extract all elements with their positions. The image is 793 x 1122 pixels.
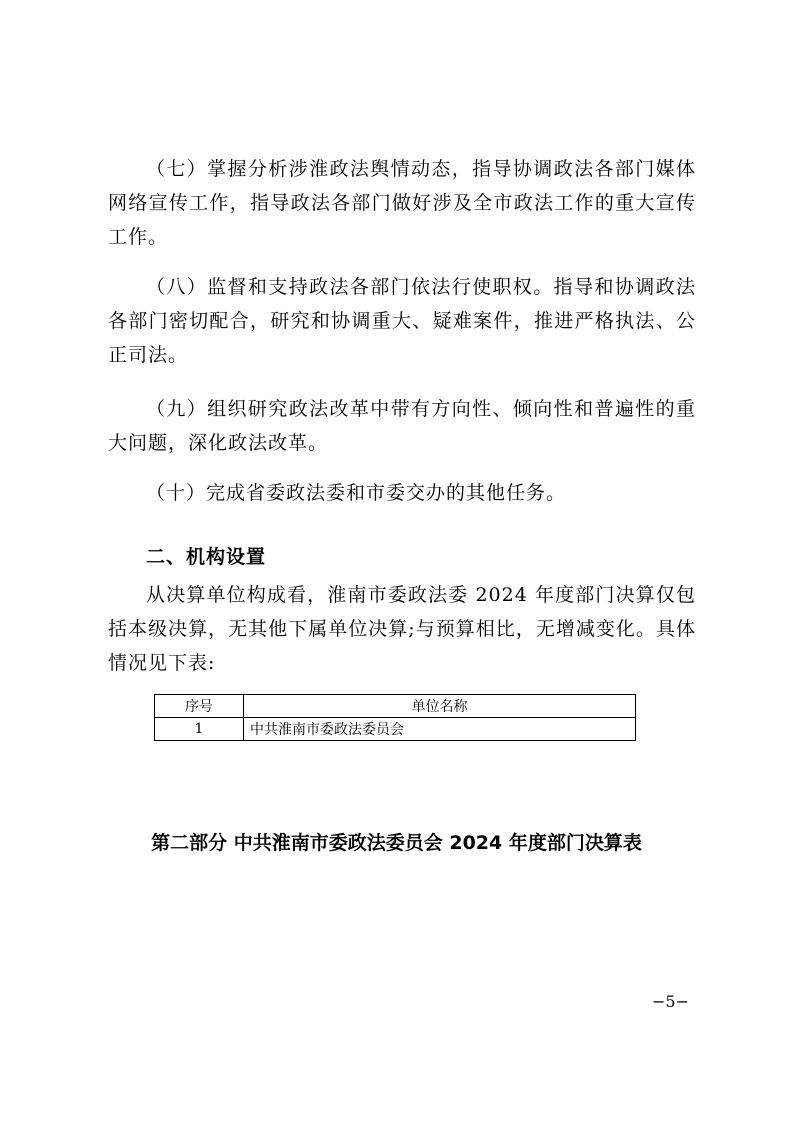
section-heading-organization: 二、机构设置 xyxy=(146,546,267,568)
page-number: −5− xyxy=(652,992,689,1011)
paragraph-duty-8: （八）监督和支持政法各部门依法行使职权。指导和协调政法各部门密切配合，研究和协调重大、疑难案件，推进严格执法、公正司法。 xyxy=(108,276,696,366)
cell-unit-name: 中共淮南市委政法委员会 xyxy=(244,718,636,741)
column-header-unit-name: 单位名称 xyxy=(244,695,636,718)
paragraph-duty-9: （九）组织研究政法改革中带有方向性、倾向性和普遍性的重大问题，深化政法改革。 xyxy=(108,398,696,454)
paragraph-duty-10: （十）完成省委政法委和市委交办的其他任务。 xyxy=(146,482,567,504)
paragraph-organization: 从决算单位构成看，淮南市委政法委 2024 年度部门决算仅包括本级决算，无其他下属单位决算;与预算相比，无增减变化。具体情况见下表: xyxy=(108,584,696,674)
table-row xyxy=(155,718,636,741)
column-header-index: 序号 xyxy=(155,695,244,718)
paragraph-duty-7: （七）掌握分析涉淮政法舆情动态，指导协调政法各部门媒体网络宣传工作，指导政法各部门做好涉及全市政法工作的重大宣传工作。 xyxy=(108,158,696,248)
part-title: 第二部分 中共淮南市委政法委员会 2024 年度部门决算表 xyxy=(151,832,642,854)
cell-index: 1 xyxy=(155,718,244,741)
unit-table xyxy=(154,694,636,741)
table-header-row xyxy=(155,695,636,718)
